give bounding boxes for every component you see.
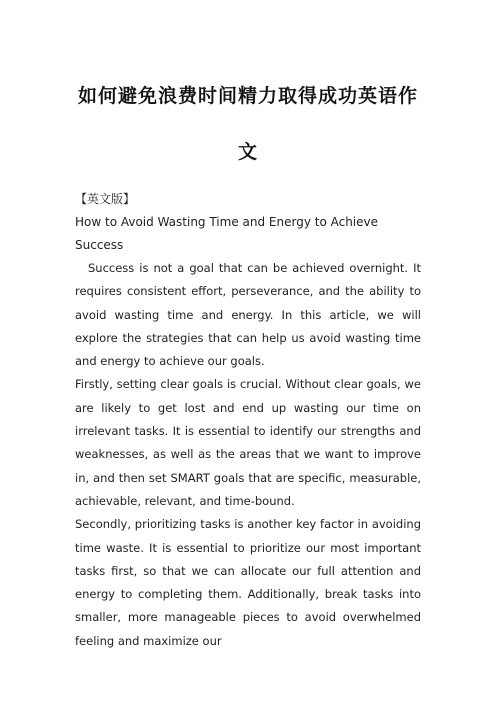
essay-heading: How to Avoid Wasting Time and Energy to Achieve Success [75, 215, 379, 252]
section-tag: 【英文版】 [75, 192, 136, 206]
paragraph-goals: Firstly, setting clear goals is crucial. Without clear goals, we are likely to get lost and end up wasting our time on irrelevant tasks. It is essential to identify our strengths and weaknesses, as well as the areas that we want to improve in, and then set SMART goals that are specific, measurable, achievable, relevant, and time-bound. [75, 377, 421, 508]
paragraph-priorities: Secondly, prioritizing tasks is another key factor in avoiding time waste. It is essential to prioritize our most important tasks first, so that we can allocate our full attention and energy to completing them. Additionally, break tasks into smaller, more manageable pieces to avoid overwhelmed feeling and maximize our [75, 517, 421, 648]
paragraph-intro: Success is not a goal that can be achieved overnight. It requires consistent effort, perseverance, and the ability to avoid wasting time and energy. In this article, we will explore the strategies that can help us avoid wasting time and energy to achieve our goals. [75, 261, 421, 369]
document-title: 如何避免浪费时间精力取得成功英语作文 [77, 85, 418, 163]
